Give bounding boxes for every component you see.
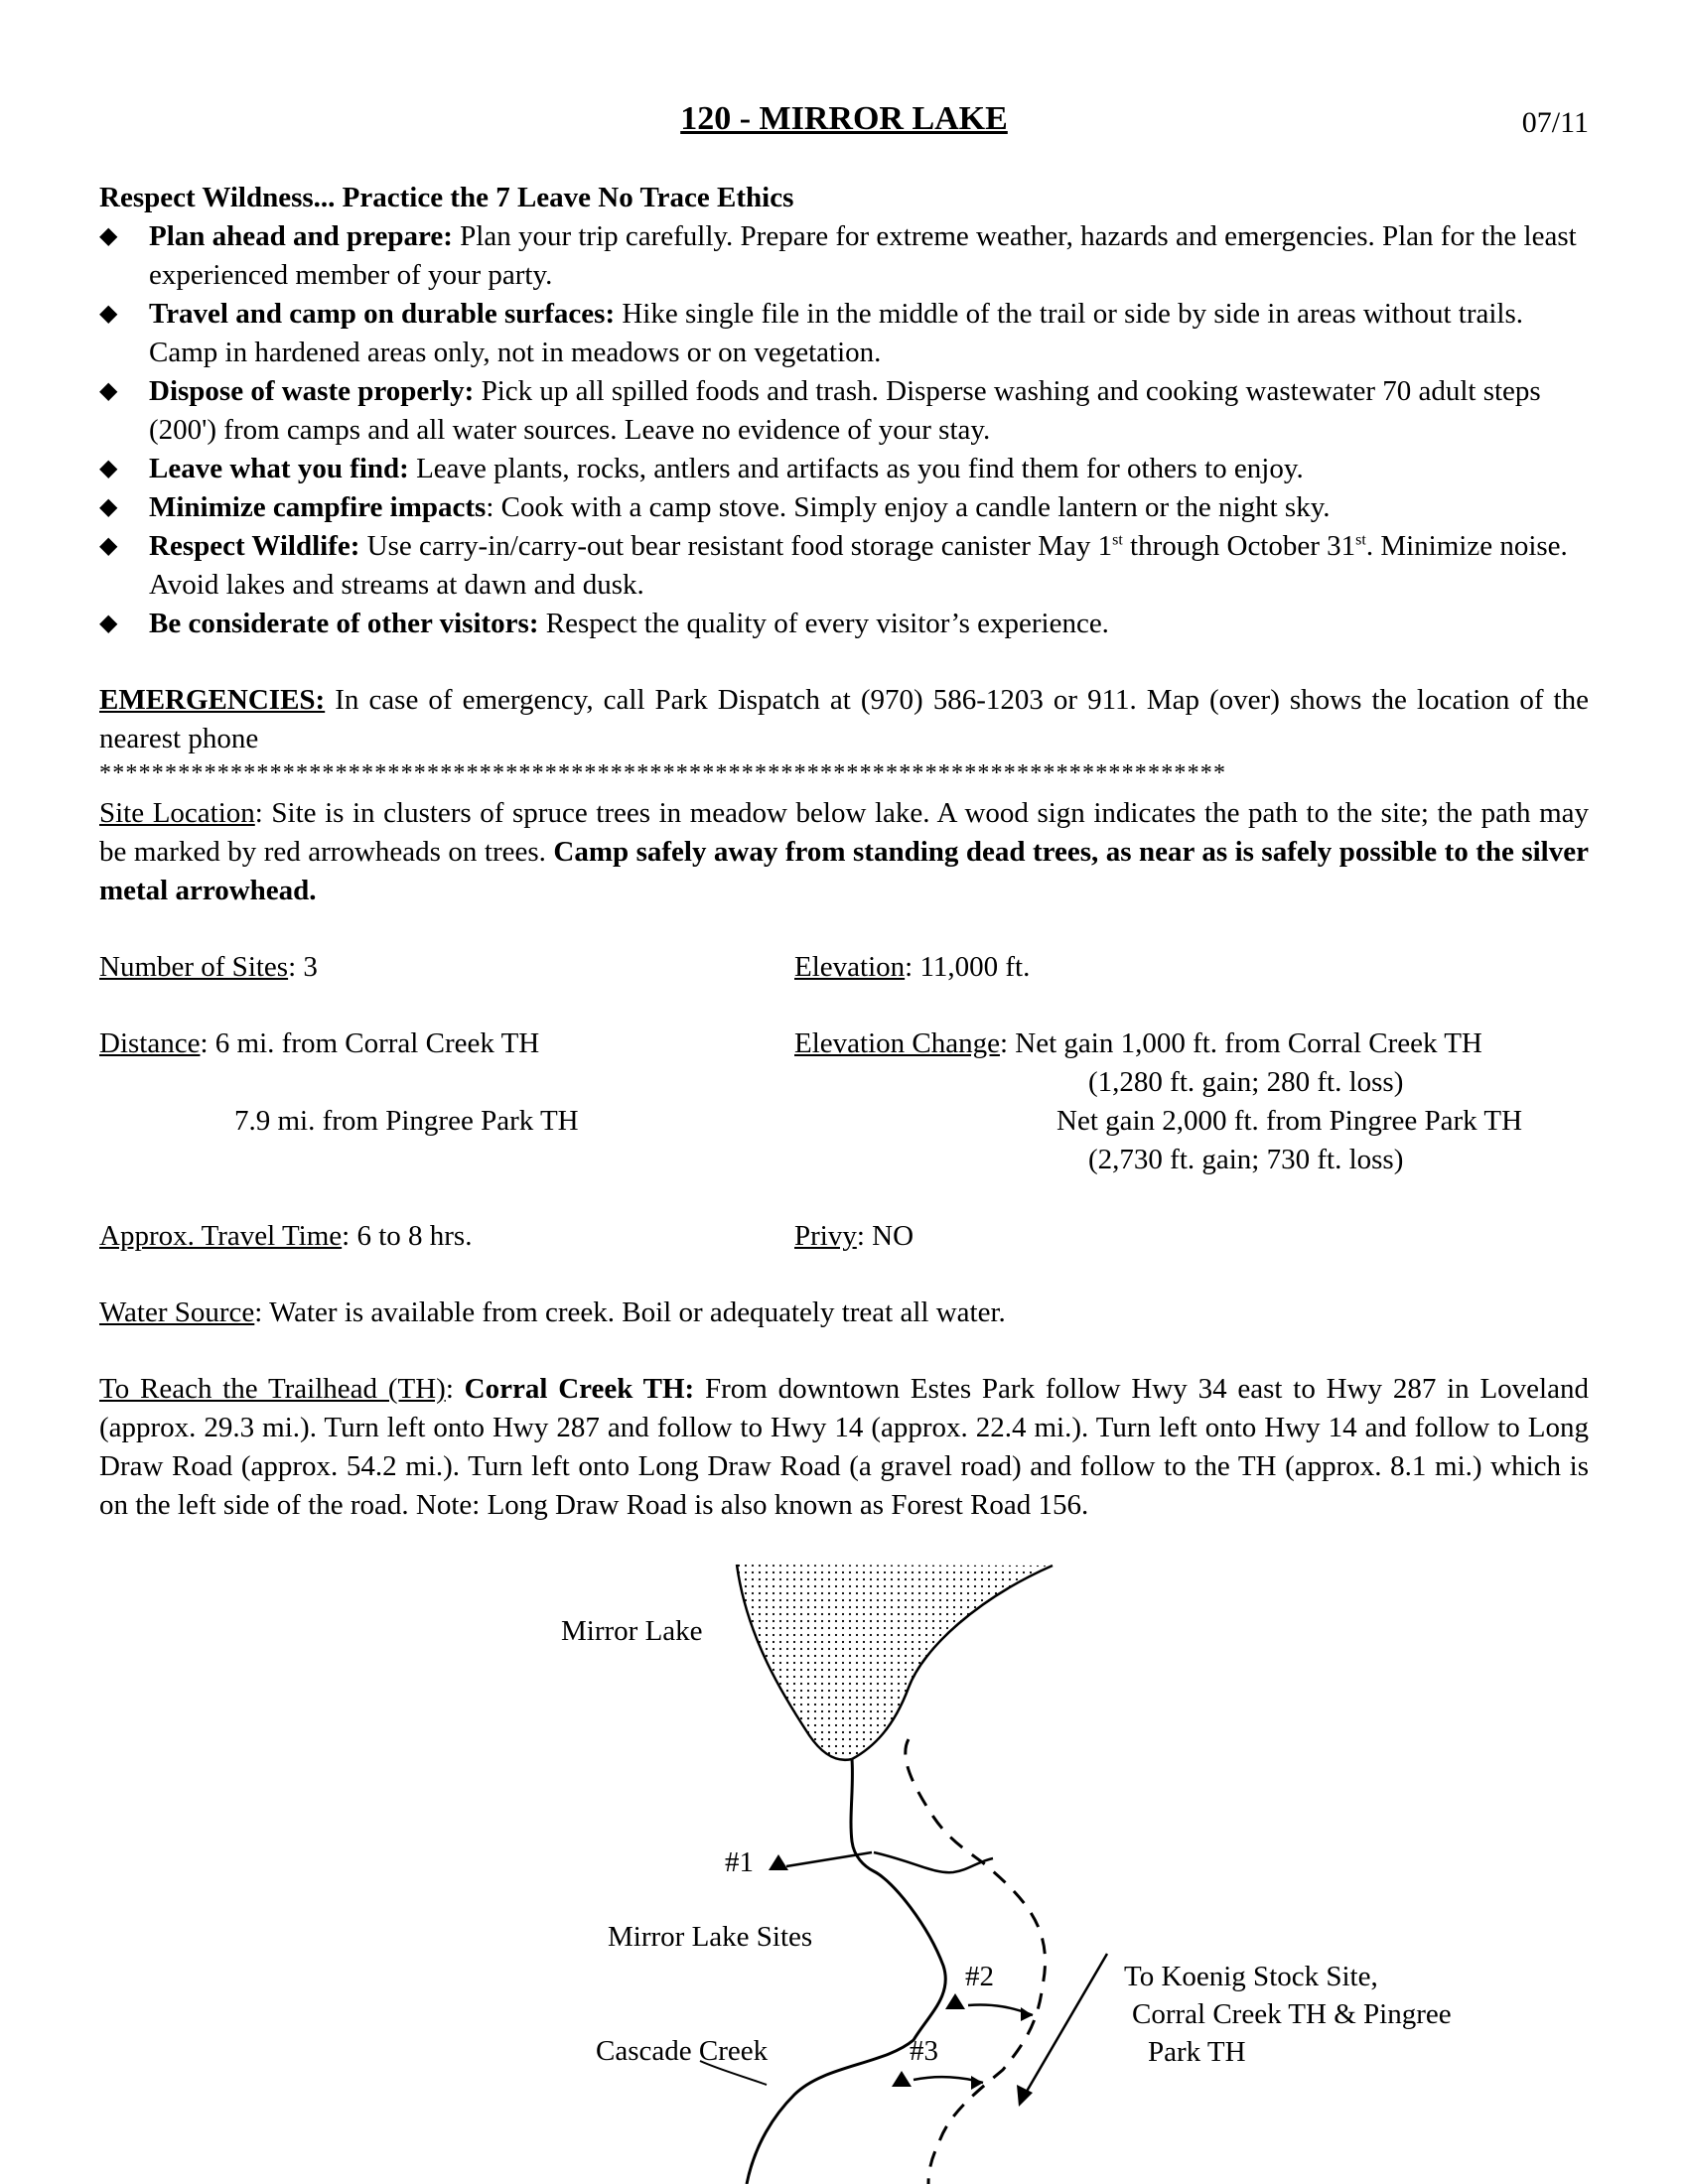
ordinal-suffix: st [1112, 531, 1123, 549]
trailhead-paragraph [99, 1370, 1589, 1525]
list-item [99, 217, 1589, 295]
trailhead-label: To Reach the Trailhead (TH) [99, 1373, 446, 1405]
revision-date: 07/11 [1521, 106, 1589, 139]
page-title: 120 - MIRROR LAKE [680, 100, 1008, 137]
site-3-icon [892, 2071, 912, 2087]
list-item [99, 605, 1589, 643]
lnt-heading: Respect Wildness... Practice the 7 Leave No Trace Ethics [99, 182, 794, 213]
field-value: (2,730 ft. gain; 730 ft. loss) [1088, 1144, 1404, 1175]
trailhead-directions: From downtown Estes Park follow Hwy 34 east to Hwy 287 in Loveland (approx. 29.3 mi.). Turn left onto Hwy 287 and follow to Hwy 14 (approx. 22.4 mi.). Turn left onto Hwy 14 and follow to Long Draw Road (approx. 54.2 mi.). Turn left onto Long Draw Road (a gravel road) and follow to the TH (approx. 8.1 mi.) which is on the left side of the road. Note: Long Draw Road is also known as Forest Road 156. [99, 1373, 1589, 1521]
item-label: Travel and camp on durable surfaces: [149, 298, 616, 330]
creek-line [747, 1759, 945, 2184]
emergencies-paragraph [99, 681, 1589, 758]
diamond-bullet-icon: ◆ [99, 611, 118, 636]
lake-label: Mirror Lake [561, 1615, 703, 1647]
site-1-label: #1 [725, 1846, 754, 1878]
list-item [99, 450, 1589, 488]
elevation-change-field [794, 1024, 1522, 1179]
field-value: Net gain 2,000 ft. from Pingree Park TH [1056, 1105, 1523, 1137]
list-item [99, 372, 1589, 450]
item-label: Minimize campfire impacts [149, 491, 487, 523]
item-label: Dispose of waste properly: [149, 375, 475, 407]
sites-label: Mirror Lake Sites [608, 1921, 813, 1953]
site-2-icon [945, 1993, 965, 2009]
field-value: : Water is available from creek. Boil or adequately treat all water. [254, 1297, 1006, 1328]
field-label: Elevation [794, 951, 906, 983]
header [99, 99, 1589, 143]
sites-field [99, 951, 318, 983]
field-label: Water Source [99, 1297, 255, 1328]
document-page [99, 99, 1589, 1525]
diamond-bullet-icon: ◆ [99, 378, 118, 404]
site-map [0, 1559, 1688, 2184]
field-value: : NO [856, 1220, 914, 1252]
lnt-list [99, 217, 1589, 643]
ordinal-suffix: st [1355, 531, 1366, 549]
emergencies-label: EMERGENCIES: [99, 684, 326, 716]
creek-label: Cascade Creek [596, 2035, 769, 2067]
distance-value-2: 7.9 mi. from Pingree Park TH [234, 1105, 579, 1137]
item-label: Respect Wildlife: [149, 530, 360, 562]
field-value: : 3 [288, 951, 318, 983]
field-label: Elevation Change [794, 1027, 1000, 1059]
item-text: Use carry-in/carry-out bear resistant food storage canister May 1 [359, 530, 1113, 562]
site-location-text: : Site is in clusters of spruce trees in meadow below lake. A wood sign indicates the path to the site; the path may be marked by red arrowheads on trees. [99, 797, 1589, 868]
destination-label: Park TH [1148, 2036, 1246, 2068]
trailhead-colon: : [445, 1373, 465, 1405]
site-location-warning: Camp safely away from standing dead trees, as near as is safely possible to the silver metal arrowhead. [99, 836, 1589, 906]
field-label: Privy [794, 1220, 857, 1252]
list-item [99, 295, 1589, 372]
field-label: Number of Sites [99, 951, 289, 983]
diamond-bullet-icon: ◆ [99, 223, 118, 249]
diamond-bullet-icon: ◆ [99, 533, 118, 559]
diamond-bullet-icon: ◆ [99, 456, 118, 481]
field-value: : 11,000 ft. [905, 951, 1031, 983]
field-value: : 6 to 8 hrs. [342, 1220, 473, 1252]
diamond-bullet-icon: ◆ [99, 494, 118, 520]
item-text: through October 31 [1122, 530, 1356, 562]
item-text: Pick up all spilled foods and trash. Disperse washing and cooking wastewater 70 adult steps (200') from camps and all water sources. Leave no evidence of your stay. [149, 375, 1541, 446]
travel-time-field [99, 1220, 472, 1252]
field-label: Distance [99, 1027, 201, 1059]
list-item [99, 488, 1589, 527]
elevation-field [794, 948, 1030, 987]
sites-elevation-row [99, 948, 1589, 987]
item-text: Respect the quality of every visitor’s experience. [538, 608, 1109, 639]
field-label: Approx. Travel Time [99, 1220, 343, 1252]
item-label: Leave what you find: [149, 453, 409, 484]
emergencies-text: In case of emergency, call Park Dispatch at (970) 586-1203 or 911. Map (over) shows the location of the nearest phone [99, 684, 1589, 754]
site-location-paragraph [99, 794, 1589, 910]
separator-line: ************************************************************************************** [99, 760, 1227, 786]
site-2-label: #2 [965, 1961, 994, 1992]
site-3-label: #3 [910, 2035, 938, 2067]
direction-arrow-head [1017, 2085, 1033, 2107]
privy-field [794, 1217, 914, 1256]
trailhead-name: Corral Creek TH: [464, 1373, 695, 1405]
field-value: (1,280 ft. gain; 280 ft. loss) [1088, 1066, 1404, 1098]
site-1-icon [769, 1854, 788, 1870]
diamond-bullet-icon: ◆ [99, 301, 118, 327]
item-text: : Cook with a camp stove. Simply enjoy a candle lantern or the night sky. [486, 491, 1331, 523]
site-location-label: Site Location [99, 797, 255, 829]
item-text: Leave plants, rocks, antlers and artifacts as you find them for others to enjoy. [408, 453, 1304, 484]
lake-shape [737, 1565, 1053, 1760]
item-label: Plan ahead and prepare: [149, 220, 453, 252]
list-item [99, 527, 1589, 605]
destination-label: To Koenig Stock Site, [1124, 1961, 1378, 1992]
item-text: Plan your trip carefully. Prepare for extreme weather, hazards and emergencies. Plan for the least experienced member of your party. [149, 220, 1577, 291]
direction-arrow [1025, 1954, 1107, 2095]
field-value: : Net gain 1,000 ft. from Corral Creek TH [999, 1027, 1482, 1059]
item-label: Be considerate of other visitors: [149, 608, 539, 639]
item-text: . Minimize noise. Avoid lakes and streams at dawn and dusk. [149, 530, 1568, 601]
item-text: Hike single file in the middle of the trail or side by side in areas without trails. Camp in hardened areas only, not in meadows or on vegetation. [149, 298, 1524, 368]
water-source-field [99, 1294, 1589, 1332]
destination-label: Corral Creek TH & Pingree [1132, 1998, 1452, 2030]
field-value: : 6 mi. from Corral Creek TH [200, 1027, 540, 1059]
site-2-spur-arrow [1021, 2007, 1033, 2021]
distance-elevation-change-row [99, 1024, 1589, 1179]
travel-privy-row [99, 1217, 1589, 1256]
